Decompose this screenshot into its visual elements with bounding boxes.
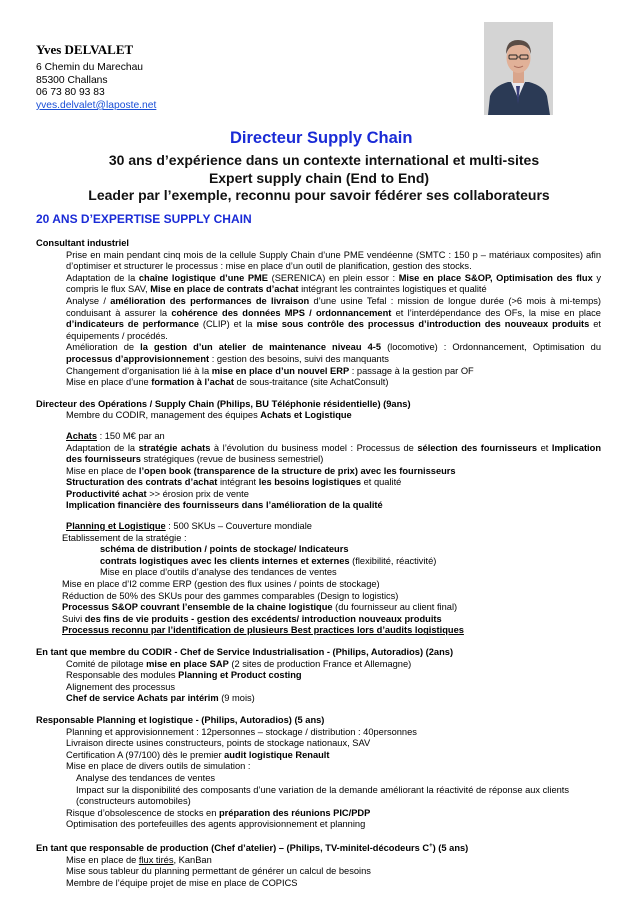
candidate-name: Yves DELVALET — [36, 42, 134, 57]
experience-line: Risque d’obsolescence de stocks en préparation des réunions PIC/PDP — [66, 807, 371, 818]
experience-line: Alignement des processus — [66, 681, 176, 692]
experience-line: Mise en place de divers outils de simulation : — [66, 761, 251, 772]
section-title: 20 ANS D’EXPERTISE SUPPLY CHAIN — [36, 212, 252, 226]
headline — [0, 152, 638, 205]
experience-consultant — [36, 238, 601, 389]
experience-line: Adaptation de la stratégie achats à l’évolution du business model : Processus de sélection des fournisseurs et Implication des fournisseurs stratégiques (revue de business semestriel) — [66, 442, 601, 465]
experience-line: Livraison directe usines constructeurs, points de stockage nationaux, SAV — [66, 738, 371, 749]
experience-line: Amélioration de la gestion d’un atelier de maintenance niveau 4-5 (locomotive) : Ordonnancement, Optimisation du processus d’approvisionnement : gestion des besoins, suivi des manquants — [66, 342, 601, 364]
experience-production — [36, 841, 601, 889]
experience-line: schéma de distribution / points de stockage/ Indicateurs — [100, 544, 349, 555]
experience-line: Changement d’organisation lié à la mise en place d’un nouvel ERP : passage à la gestion par OF — [66, 365, 474, 376]
experience-industrialisation — [36, 647, 601, 705]
headline-line-2: Expert supply chain (End to End) — [208, 169, 430, 186]
experience-planning — [36, 715, 601, 831]
experience-line: Chef de service Achats par intérim (9 mois) — [66, 693, 255, 704]
experience-line: contrats logistiques avec les clients internes et externes (flexibilité, réactivité) — [100, 555, 437, 566]
experience-line: Structuration des contrats d’achat intégrant les besoins logistiques et qualité — [66, 477, 402, 488]
headline-line-1: 30 ans d’expérience dans un contexte international et multi-sites — [108, 152, 540, 168]
experience-line: Suivi des fins de vie produits - gestion des excédents/ introduction nouveaux produits — [62, 613, 442, 624]
experience-line: Mise en place d’I2 comme ERP (gestion des flux usines / points de stockage) — [62, 579, 380, 590]
experience-line: Prise en main pendant cinq mois de la cellule Supply Chain d’une PME vendéenne (SMTC : 150 p – matériaux composites) afin d’optimiser et structurer le processus : mise en place d’un outil de planification, gestion des stocks. — [66, 249, 601, 272]
email-link[interactable]: yves.delvalet@laposte.net — [36, 99, 157, 111]
experience-director — [36, 399, 601, 637]
title-wrapper — [0, 129, 638, 148]
experience-line: Responsable des modules Planning et Product costing — [66, 670, 302, 681]
phone-number: 06 73 80 93 83 — [36, 87, 105, 99]
experience-line: Mise en place de l’open book (transparence de la structure de prix) avec les fournisseurs — [66, 465, 456, 476]
experience-line: Etablissement de la stratégie : — [62, 532, 187, 543]
portrait-photo — [484, 22, 553, 115]
experience-line: Processus reconnu par l’identification de plusieurs Best practices lors d’audits logistiques — [62, 625, 464, 636]
experience-line: Mise en place de flux tirés, KanBan — [66, 854, 212, 865]
experience-line: Réduction de 50% des SKUs pour des gammes comparables (Design to logistics) — [62, 590, 399, 601]
experience-line: Analyse / amélioration des performances de livraison d’une usine Tefal : mission de longue durée (>6 mois à mi-temps) conduisant à assurer la cohérence des données MPS / ordonnancement et l’interdépendance des OFs, la mise en place d’indicateurs de performance (CLIP) et la mise sous contrôle des processus d’introduction des nouveaux produits et équipements / procédés. — [66, 295, 602, 341]
contact-block — [36, 62, 156, 112]
experience-body — [36, 238, 601, 899]
experience-line: Membre de l’équipe projet de mise en place de COPICS — [66, 877, 298, 888]
experience-line: Productivité achat >> érosion prix de vente — [66, 488, 249, 499]
experience-line: Achats : 150 M€ par an — [66, 430, 165, 441]
address-line-2: 85300 Challans — [36, 74, 108, 86]
experience-heading: En tant que membre du CODIR - Chef de Service Industrialisation - (Philips, Autoradios) (2ans) — [36, 647, 454, 657]
job-title: Directeur Supply Chain — [230, 129, 413, 147]
experience-line: Optimisation des portefeuilles des agents approvisionnement et planning — [66, 819, 366, 830]
experience-heading: Directeur des Opérations / Supply Chain (Philips, BU Téléphonie résidentielle) (9ans) — [36, 398, 411, 409]
experience-line: Comité de pilotage mise en place SAP (2 sites de production France et Allemagne) — [66, 658, 412, 669]
experience-line: Certification A (97/100) dès le premier audit logistique Renault — [66, 749, 330, 760]
experience-line: Mise sous tableur du planning permettant de générer un calcul de besoins — [66, 866, 371, 877]
experience-line: Analyse des tendances de ventes — [76, 772, 216, 783]
experience-line: Implication financière des fournisseurs dans l’amélioration de la qualité — [66, 500, 383, 511]
experience-line: Planning et Logistique : 500 SKUs – Couverture mondiale — [66, 521, 312, 532]
experience-line: Impact sur la disponibilité des composants d’une variation de la demande améliorant la réactivité de réponse aux clients (constructeurs automobiles) — [76, 784, 570, 807]
experience-line: Mise en place d’une formation à l’achat de sous-traitance (site AchatConsult) — [66, 377, 389, 388]
experience-line: Mise en place d’outils d’analyse des tendances de ventes — [100, 567, 337, 578]
experience-heading: En tant que responsable de production (Chef d’atelier) – (Philips, TV-minitel-décodeurs C+) (5 ans) — [36, 842, 469, 853]
headline-line-3: Leader par l’exemple, reconnu pour savoir fédérer ses collaborateurs — [88, 187, 550, 203]
experience-heading: Consultant industriel — [36, 238, 129, 248]
experience-line: Adaptation de la chaîne logistique d’une PME (SERENICA) en plein essor : Mise en place S&OP, Optimisation des flux y compris le flux SAV, Mise en place de contrats d’achat intégrant les contraintes logistiques et qualité — [66, 272, 602, 295]
experience-line: Processus S&OP couvrant l’ensemble de la chaine logistique (du fournisseur au client final) — [62, 602, 458, 613]
address-line-1: 6 Chemin du Marechau — [36, 62, 144, 73]
experience-line: Membre du CODIR, management des équipes Achats et Logistique — [66, 410, 352, 421]
experience-line: Planning et approvisionnement : 12personnes – stockage / distribution : 40personnes — [66, 726, 417, 737]
experience-heading: Responsable Planning et logistique - (Philips, Autoradios) (5 ans) — [36, 714, 325, 725]
